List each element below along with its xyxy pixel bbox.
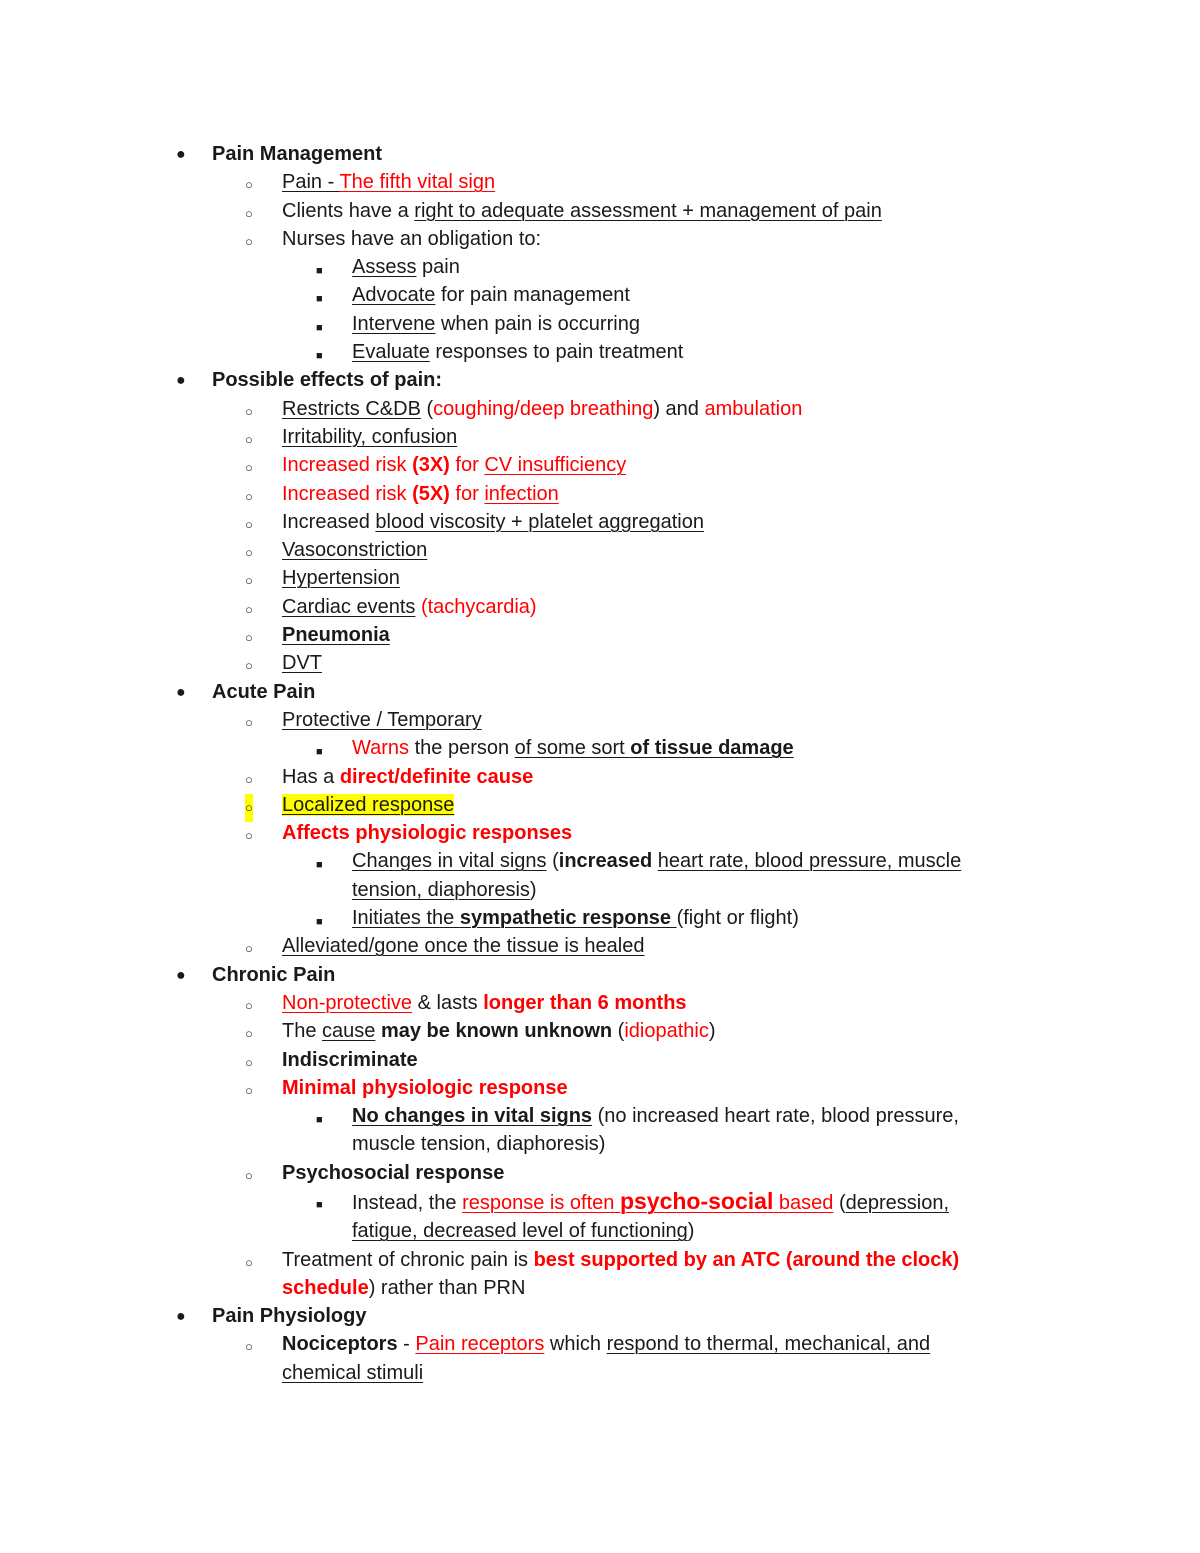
list-item	[0, 423, 1200, 451]
item-text: Psychosocial response	[282, 1161, 505, 1184]
item-text: Non-protective	[282, 991, 413, 1014]
item-text: coughing/deep breathing	[433, 397, 654, 420]
list-item	[0, 1074, 1200, 1102]
item-text: (	[546, 850, 559, 873]
item-text: The	[282, 1020, 323, 1043]
item-text: Increased risk	[282, 454, 413, 477]
list-item	[0, 281, 1200, 309]
item-text: increased	[558, 850, 653, 873]
list-item	[0, 791, 1200, 819]
bullet-square: ■	[316, 350, 323, 363]
bullet-square: ■	[316, 746, 323, 759]
heading-text: Chronic Pain	[212, 963, 336, 986]
bullet-circle: ○	[245, 488, 253, 504]
item-text: of some sort	[514, 737, 631, 760]
item-text: pain	[416, 256, 460, 279]
highlighted-text: Localized response	[282, 793, 455, 816]
item-text: Affects physiologic responses	[282, 822, 573, 845]
bullet-circle: ○	[245, 1082, 253, 1098]
item-text: respond to thermal, mechanical, and chemical stimuli	[282, 1333, 931, 1384]
list-item	[0, 734, 1200, 762]
list-item	[0, 310, 1200, 338]
document	[0, 140, 1200, 1387]
item-text: Indiscriminate	[282, 1048, 418, 1071]
bullet-circle: ○	[245, 941, 253, 957]
list-item	[0, 508, 1200, 536]
item-text: for	[449, 454, 485, 477]
list-item	[0, 706, 1200, 734]
bullet-disc: ●	[176, 683, 186, 701]
list-item	[0, 536, 1200, 564]
item-text: Nociceptors	[282, 1333, 398, 1356]
item-text: for pain management	[435, 284, 630, 307]
bullet-square: ■	[316, 1114, 323, 1127]
item-text: Advocate	[352, 284, 436, 307]
item-text: (fight or flight)	[676, 907, 799, 930]
bullet-circle: ○	[245, 828, 253, 844]
bullet-circle: ○	[245, 233, 253, 249]
bullet-square: ■	[316, 265, 323, 278]
bullet-circle: ○	[245, 1026, 253, 1042]
bullet-circle: ○	[245, 601, 253, 617]
item-text: (3X)	[412, 454, 450, 477]
bullet-circle: ○	[245, 771, 253, 787]
list-item	[0, 932, 1200, 960]
item-text: Vasoconstriction	[282, 539, 428, 562]
bullet-circle: ○	[245, 658, 253, 674]
item-text: infection	[484, 482, 559, 505]
item-text: Pneumonia	[282, 624, 390, 647]
bullet-square: ■	[316, 916, 323, 929]
bullet-circle: ○	[245, 794, 253, 822]
bullet-disc: ●	[176, 966, 186, 984]
item-text: Assess	[352, 256, 417, 279]
item-text: (	[833, 1191, 846, 1214]
item-text: for	[449, 482, 485, 505]
item-text: Instead, the	[352, 1191, 463, 1214]
item-text: ambulation	[704, 397, 803, 420]
list-item	[0, 197, 1200, 225]
bullet-circle: ○	[245, 1167, 253, 1183]
bullet-circle: ○	[245, 545, 253, 561]
item-text: response is often	[462, 1191, 620, 1214]
heading-text: Possible effects of pain:	[212, 369, 443, 392]
section-heading	[0, 1302, 1200, 1330]
heading-text: Pain Management	[212, 143, 383, 165]
item-text: (	[420, 397, 434, 420]
list-item	[0, 1017, 1200, 1045]
item-text: which	[544, 1333, 607, 1356]
bullet-square: ■	[316, 859, 323, 872]
list-item	[0, 338, 1200, 366]
bullet-circle: ○	[245, 630, 253, 646]
list-item	[0, 1330, 1200, 1387]
list-item	[0, 564, 1200, 592]
bullet-circle: ○	[245, 516, 253, 532]
list-item	[0, 451, 1200, 479]
list-item	[0, 1046, 1200, 1074]
bullet-circle: ○	[245, 1339, 253, 1355]
heading-text: Pain Physiology	[212, 1305, 367, 1328]
item-text: )	[687, 1220, 695, 1243]
list-item	[0, 763, 1200, 791]
list-item	[0, 819, 1200, 847]
item-text: cause	[322, 1020, 376, 1043]
bullet-circle: ○	[245, 1054, 253, 1070]
bullet-circle: ○	[245, 714, 253, 730]
list-item	[0, 168, 1200, 196]
item-text: longer than 6 months	[483, 991, 687, 1014]
list-item	[0, 395, 1200, 423]
item-text: The fifth vital sign	[339, 171, 496, 194]
item-text: (no increased heart rate, blood pressure, muscle tension, diaphoresis)	[352, 1105, 959, 1156]
bullet-circle: ○	[245, 1254, 253, 1270]
item-text: may be known unknown	[375, 1020, 613, 1043]
item-text: best supported by an ATC (around the clock) schedule	[282, 1248, 960, 1299]
item-text: ) rather than PRN	[368, 1276, 526, 1299]
item-text: (	[612, 1020, 625, 1043]
item-text: Has a	[282, 765, 340, 788]
bullet-disc: ●	[176, 1308, 186, 1326]
item-text: Initiates the	[352, 907, 460, 930]
list-item	[0, 225, 1200, 253]
heading-text: Acute Pain	[212, 680, 316, 703]
item-text: Protective / Temporary	[282, 708, 482, 731]
bullet-square: ■	[316, 293, 323, 306]
item-text: Increased	[282, 510, 376, 533]
item-text: Increased risk	[282, 482, 413, 505]
item-text: Treatment of chronic pain is	[282, 1248, 534, 1271]
item-text: the person	[409, 737, 515, 760]
bullet-square: ■	[316, 1198, 323, 1211]
item-text: direct/definite cause	[339, 765, 534, 788]
list-item	[0, 1159, 1200, 1187]
item-text: Evaluate	[352, 341, 430, 364]
item-text: Nurses have an obligation to:	[282, 227, 542, 250]
list-item	[0, 480, 1200, 508]
item-text: -	[397, 1333, 416, 1356]
bullet-circle: ○	[245, 177, 253, 193]
bullet-circle: ○	[245, 460, 253, 476]
item-text: Clients have a	[282, 199, 415, 222]
bullet-square: ■	[316, 321, 323, 334]
bullet-circle: ○	[245, 431, 253, 447]
item-text: (tachycardia)	[415, 595, 537, 618]
item-text: Warns	[352, 737, 410, 760]
list-item	[0, 904, 1200, 932]
item-text: Changes in vital signs	[352, 850, 547, 873]
item-text: Minimal physiologic response	[282, 1076, 568, 1099]
bullet-circle: ○	[245, 403, 253, 419]
item-text: of tissue damage	[630, 737, 794, 760]
item-text: blood viscosity + platelet aggregation	[375, 510, 704, 533]
item-text: CV insufficiency	[484, 454, 627, 477]
bullet-circle: ○	[245, 573, 253, 589]
list-item	[0, 621, 1200, 649]
item-text: idiopathic	[624, 1020, 709, 1043]
item-text: Pain	[282, 171, 323, 194]
item-text: Hypertension	[282, 567, 400, 590]
item-text: )	[708, 1020, 716, 1043]
section-heading	[0, 366, 1200, 394]
list-item	[0, 1246, 1200, 1303]
item-text: Irritability, confusion	[282, 425, 458, 448]
item-text: -	[322, 171, 340, 194]
list-item	[0, 253, 1200, 281]
list-item	[0, 847, 1200, 904]
bullet-disc: ●	[176, 372, 186, 390]
item-text: No changes in vital signs	[352, 1105, 593, 1128]
list-item	[0, 649, 1200, 677]
list-item	[0, 1102, 1200, 1159]
list-item	[0, 989, 1200, 1017]
item-text: DVT	[282, 652, 322, 675]
item-text: ) and	[653, 397, 705, 420]
bullet-disc: ●	[176, 146, 186, 163]
item-text: Pain receptors	[415, 1333, 545, 1356]
section-heading	[0, 678, 1200, 706]
list-item	[0, 1187, 1200, 1246]
item-text: & lasts	[412, 991, 484, 1014]
item-text: Alleviated/gone once the tissue is healed	[282, 935, 645, 958]
item-text: depression, fatigue, decreased level of functioning	[352, 1191, 950, 1243]
item-text: responses to pain treatment	[429, 341, 684, 364]
bullet-circle: ○	[245, 997, 253, 1013]
item-text: based	[773, 1191, 834, 1214]
section-heading	[0, 140, 1200, 168]
item-text: when pain is occurring	[435, 312, 640, 335]
item-text: Intervene	[352, 312, 436, 335]
bullet-circle: ○	[245, 205, 253, 221]
item-text: right to adequate assessment + management of pain	[414, 199, 882, 222]
item-text: heart rate, blood pressure, muscle tension, diaphoresis	[352, 850, 962, 901]
item-text: )	[529, 878, 537, 901]
list-item	[0, 593, 1200, 621]
section-heading	[0, 961, 1200, 989]
item-text: Cardiac events	[282, 595, 416, 618]
item-text: (5X)	[412, 482, 450, 505]
item-text: sympathetic response	[459, 907, 677, 930]
item-text: psycho-social	[619, 1187, 774, 1214]
item-text: Restricts C&DB	[282, 397, 421, 420]
